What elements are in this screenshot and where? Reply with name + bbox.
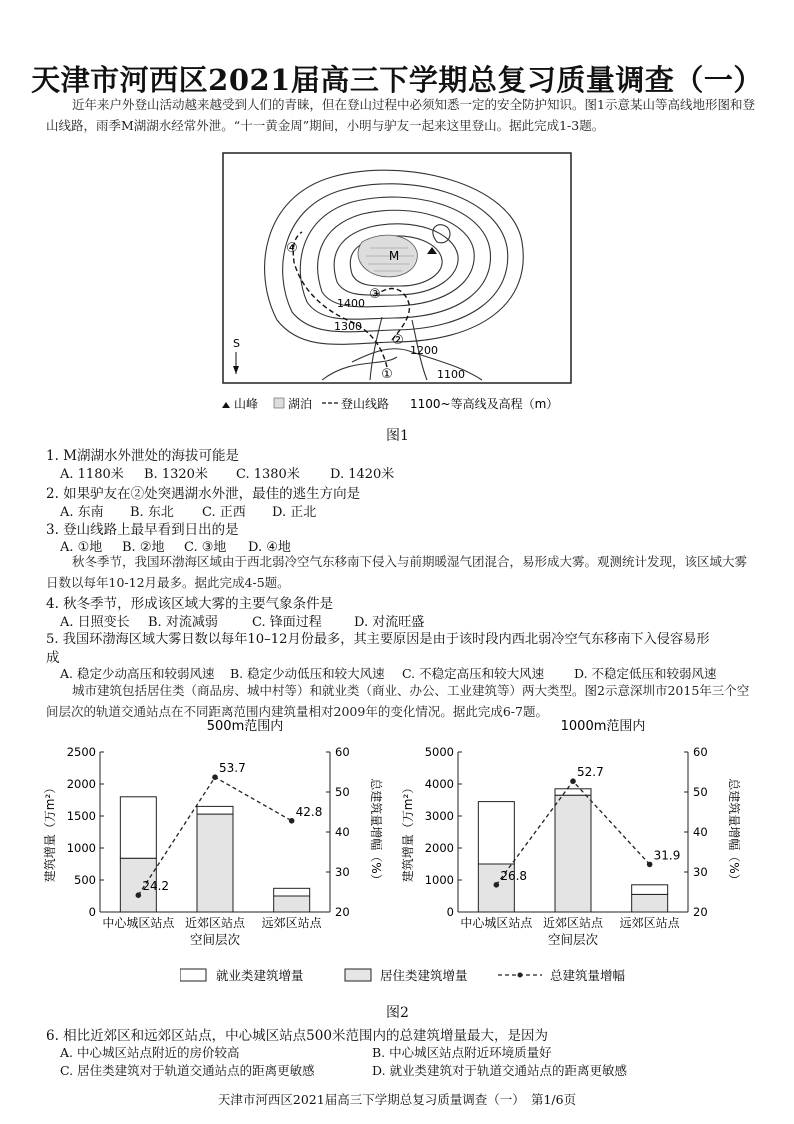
legend-growth: 总建筑量增幅	[550, 968, 626, 983]
q6-option-d[interactable]: D. 就业类建筑对于轨道交通站点的距离更敏感	[372, 1063, 628, 1078]
q3-option-d[interactable]: D. ④地	[248, 540, 291, 555]
y-right-tick-label: 30	[335, 865, 350, 879]
point-3: ③	[369, 287, 381, 302]
contour-label-1300: 1300	[334, 320, 362, 333]
peak-icon	[222, 402, 230, 408]
y-tick-label: 2000	[424, 841, 454, 855]
x-tick-label: 中心城区站点	[102, 916, 175, 930]
point-4: ④	[286, 241, 298, 256]
question-5: 5. 我国环渤海区域大雾日数以每年10–12月份最多，其主要原因是由于该时段内西北弱冷空气东移南下入侵容易形	[46, 632, 710, 647]
legend-contour: 1100~等高线及高程（m）	[410, 397, 559, 411]
question-3: 3. 登山线路上最早看到日出的是	[46, 522, 239, 538]
growth-point	[647, 862, 653, 868]
legend-peak: 山峰	[234, 397, 259, 411]
chart-1-title: 1000m范围内	[560, 719, 646, 734]
bar-residential	[274, 896, 310, 912]
question-1: 1. M湖湖水外泄处的海拔可能是	[46, 448, 239, 464]
question-2: 2. 如果驴友在②处突遇湖水外泄，最佳的逃生方向是	[46, 486, 361, 502]
y-tick-label: 1000	[424, 873, 454, 887]
q5-option-b[interactable]: B. 稳定少动低压和较大风速	[230, 666, 385, 681]
y-tick-label: 1500	[66, 809, 96, 823]
figure-2-legend	[180, 964, 640, 986]
y-right-tick-label: 60	[335, 745, 350, 759]
contour-label-1400: 1400	[337, 297, 365, 310]
q5-option-a[interactable]: A. 稳定少动高压和较弱风速	[60, 666, 215, 681]
legend-residential-swatch	[345, 969, 371, 981]
intro-paragraph-3: 城市建筑包括居住类（商品房、城中村等）和就业类（商业、办公、工业建筑等）两大类型。图2示意深圳市2015年三个空间层次的轨道交通站点在不同距离范围内建筑量相对2009年的变化情况。据此完成6-7题。	[46, 683, 750, 719]
question-6-options-row-1	[60, 1043, 552, 1061]
contour-map	[222, 152, 572, 414]
q1-option-a[interactable]: A. 1180米	[60, 467, 124, 482]
bar-residential	[197, 814, 233, 912]
bar-residential	[555, 795, 591, 912]
y-axis-label: 建筑增量（万m²）	[43, 781, 57, 883]
q4-option-a[interactable]: A. 日照变长	[60, 615, 130, 630]
page-title: 天津市河西区2021届高三下学期总复习质量调查（一）	[31, 63, 763, 97]
bar-employment	[274, 888, 310, 896]
q3-option-a[interactable]: A. ①地	[60, 540, 103, 555]
south-label: S	[233, 337, 240, 350]
y-axis-label: 建筑增量（万m²）	[401, 781, 415, 883]
legend-employment: 就业类建筑增量	[216, 968, 304, 983]
bar-employment	[197, 806, 233, 814]
q6-option-a[interactable]: A. 中心城区站点附近的房价较高	[60, 1045, 240, 1060]
figure-2-caption: 图2	[386, 1005, 409, 1021]
growth-point	[494, 882, 500, 888]
y-tick-label: 1000	[66, 841, 96, 855]
bar-employment	[632, 885, 668, 895]
intro-paragraph-2: 秋冬季节，我国环渤海区域由于西北弱冷空气东移南下侵入与前期暖湿气团混合，易形成大雾。观测统计发现，该区域大雾日数以每年10-12月最多。据此完成4-5题。	[46, 554, 748, 590]
x-tick-label: 远郊区站点	[261, 916, 322, 930]
q3-option-b[interactable]: B. ②地	[122, 540, 165, 555]
y-right-axis-label: 总建筑量增幅（%）	[369, 778, 383, 886]
growth-label: 42.8	[295, 804, 323, 819]
q4-option-c[interactable]: C. 锋面过程	[252, 615, 322, 630]
bar-employment	[478, 802, 514, 864]
page-footer: 天津市河西区2021届高三下学期总复习质量调查（一） 第1/6页	[217, 1092, 577, 1107]
legend-route: 登山线路	[341, 397, 390, 411]
x-tick-label: 中心城区站点	[460, 916, 533, 930]
legend-employment-swatch	[180, 969, 206, 981]
growth-label: 31.9	[653, 848, 681, 863]
point-2: ②	[392, 333, 404, 348]
y-tick-label: 2500	[66, 745, 96, 759]
q2-option-d[interactable]: D. 正北	[272, 505, 317, 520]
x-axis-label: 空间层次	[547, 932, 599, 947]
y-tick-label: 0	[446, 905, 454, 919]
y-tick-label: 5000	[424, 745, 454, 759]
y-right-tick-label: 50	[335, 785, 350, 799]
question-4: 4. 秋冬季节，形成该区域大雾的主要气象条件是	[46, 596, 334, 612]
x-axis-label: 空间层次	[189, 932, 241, 947]
y-tick-label: 2000	[66, 777, 96, 791]
q2-option-c[interactable]: C. 正西	[202, 505, 246, 520]
figure-1-caption: 图1	[386, 428, 409, 444]
q3-option-c[interactable]: C. ③地	[184, 540, 227, 555]
legend-residential: 居住类建筑增量	[380, 968, 468, 983]
question-5-continued: 成	[46, 650, 60, 666]
growth-point	[136, 892, 142, 898]
intro-paragraph-1: 近年来户外登山活动越来越受到人们的青睐，但在登山过程中必须知悉一定的安全防护知识。图1示意某山等高线地形图和登山线路，雨季M湖湖水经常外泄。“十一黄金周”期间，小明与驴友一起来这里登山。据此完成1-3题。	[46, 97, 755, 133]
lake-icon	[274, 398, 284, 408]
chart-1000m	[398, 716, 748, 962]
contour-label-1200: 1200	[410, 344, 438, 357]
q4-option-b[interactable]: B. 对流减弱	[148, 615, 218, 630]
chart-500m	[40, 716, 390, 962]
q4-option-d[interactable]: D. 对流旺盛	[354, 615, 425, 630]
growth-point	[570, 778, 576, 784]
growth-label: 26.8	[500, 868, 528, 883]
y-right-tick-label: 40	[693, 825, 708, 839]
q1-option-d[interactable]: D. 1420米	[330, 467, 395, 482]
chart-0-title: 500m范围内	[206, 719, 284, 734]
q1-option-c[interactable]: C. 1380米	[236, 467, 300, 482]
q5-option-d[interactable]: D. 不稳定低压和较弱风速	[574, 666, 717, 681]
x-tick-label: 近郊区站点	[542, 916, 604, 930]
growth-point	[212, 774, 218, 780]
q6-option-b[interactable]: B. 中心城区站点附近环境质量好	[372, 1045, 552, 1060]
y-right-tick-label: 30	[693, 865, 708, 879]
q2-option-b[interactable]: B. 东北	[130, 505, 174, 520]
legend-growth-marker	[518, 973, 523, 978]
y-right-tick-label: 60	[693, 745, 708, 759]
question-6: 6. 相比近郊区和远郊区站点，中心城区站点500米范围内的总建筑增量最大，是因为	[46, 1028, 548, 1044]
y-right-tick-label: 40	[335, 825, 350, 839]
x-tick-label: 远郊区站点	[619, 916, 680, 930]
point-1: ①	[381, 367, 393, 382]
q6-option-c[interactable]: C. 居住类建筑对于轨道交通站点的距离更敏感	[60, 1063, 315, 1078]
growth-label: 52.7	[577, 765, 604, 780]
q5-option-c[interactable]: C. 不稳定高压和较大风速	[402, 666, 545, 681]
q1-option-b[interactable]: B. 1320米	[144, 467, 208, 482]
y-right-tick-label: 20	[693, 905, 708, 919]
x-tick-label: 近郊区站点	[184, 916, 246, 930]
y-tick-label: 500	[74, 873, 96, 887]
bar-employment	[120, 797, 156, 858]
growth-point	[289, 818, 295, 824]
legend-lake: 湖泊	[288, 397, 313, 411]
y-tick-label: 3000	[424, 809, 454, 823]
y-right-tick-label: 50	[693, 785, 708, 799]
y-right-tick-label: 20	[335, 905, 350, 919]
question-1-options	[60, 463, 394, 482]
contour-label-1100: 1100	[437, 368, 465, 381]
growth-label: 24.2	[142, 879, 170, 894]
growth-label: 53.7	[219, 761, 246, 776]
y-tick-label: 0	[88, 905, 96, 919]
y-right-axis-label: 总建筑量增幅（%）	[727, 778, 741, 886]
bar-residential	[632, 894, 668, 912]
question-6-options-row-2	[60, 1061, 627, 1079]
lake-label: M	[388, 249, 400, 263]
y-tick-label: 4000	[424, 777, 454, 791]
q2-option-a[interactable]: A. 东南	[60, 505, 104, 520]
